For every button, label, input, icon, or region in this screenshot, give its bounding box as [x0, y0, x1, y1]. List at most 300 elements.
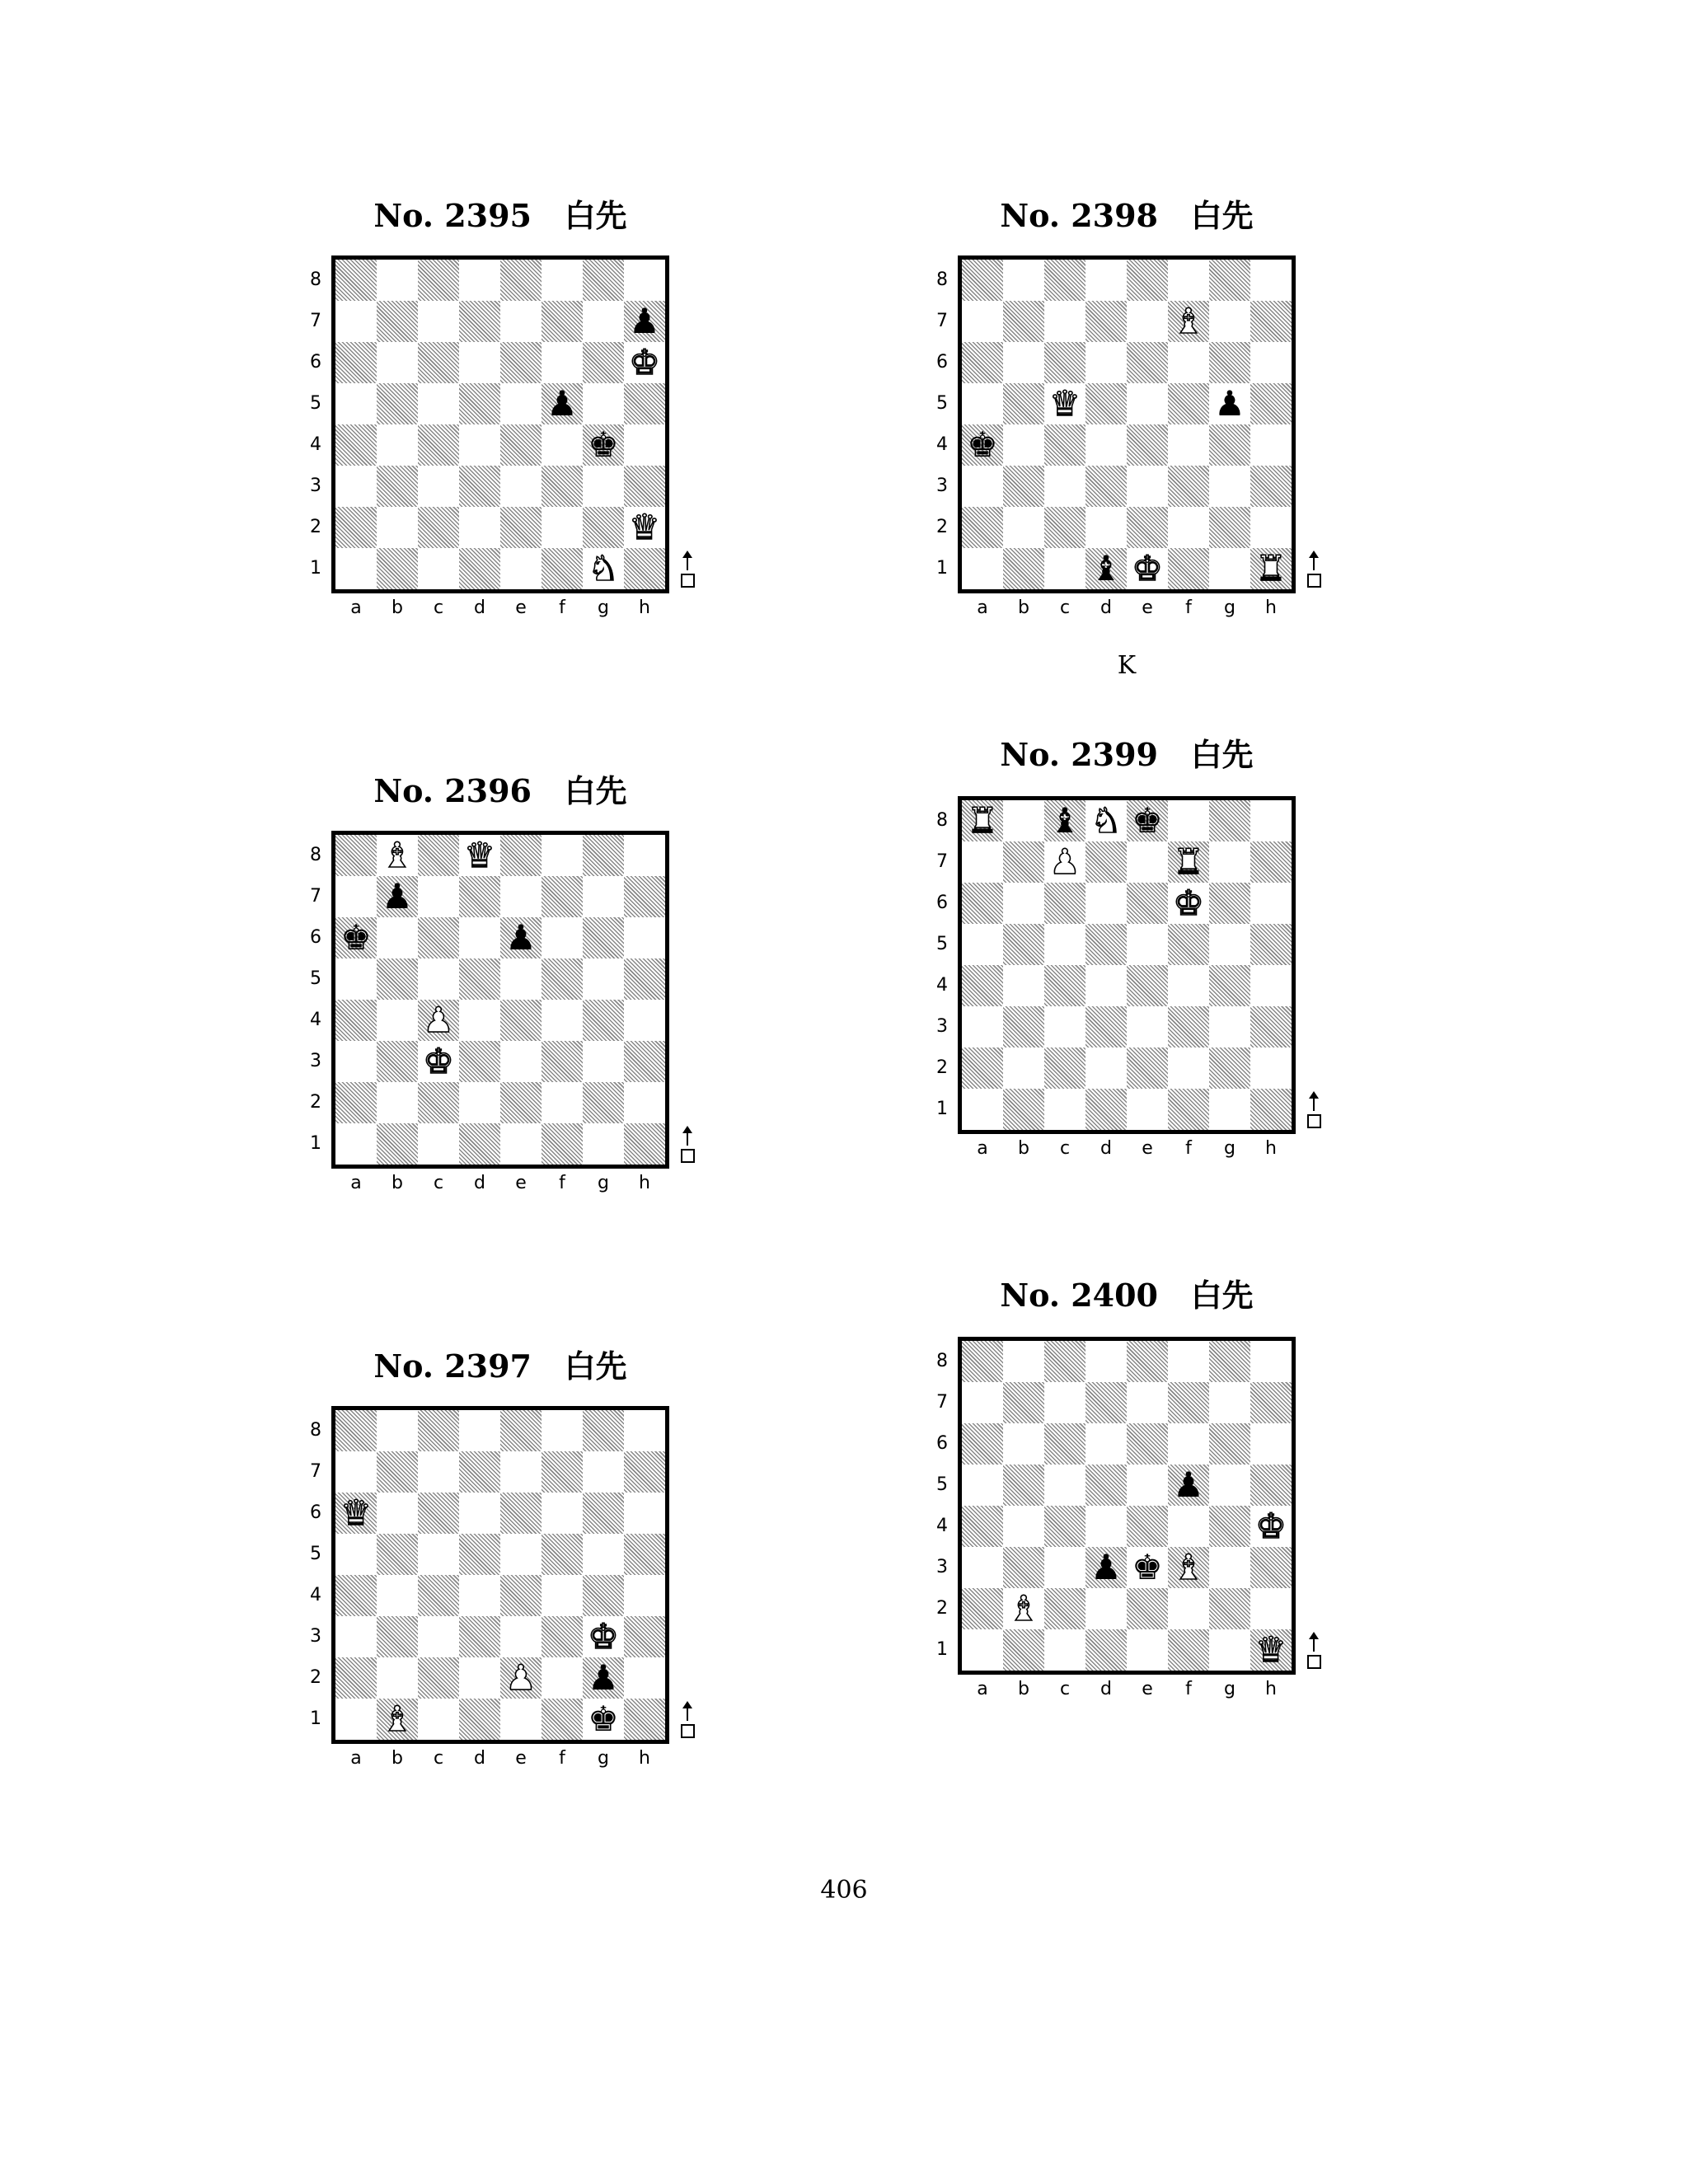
rank-label: 6: [936, 893, 948, 913]
file-label: a: [350, 1748, 362, 1769]
square-d6: [1085, 883, 1127, 924]
square-f5: [1168, 383, 1209, 424]
square-g7: [1209, 841, 1250, 883]
square-e7: [500, 876, 542, 917]
square-c2: [1044, 1047, 1085, 1089]
rank-label: 7: [310, 311, 321, 331]
white-to-move-icon: [679, 1703, 696, 1739]
square-g6: [1209, 883, 1250, 924]
square-h7: [624, 876, 665, 917]
square-b4: [377, 1000, 418, 1041]
file-label: e: [515, 1173, 527, 1193]
square-a5: [962, 1465, 1003, 1506]
rank-label: 2: [936, 1057, 948, 1078]
file-label: g: [1224, 1679, 1236, 1699]
square-f2: [1168, 1588, 1209, 1629]
square-e5: [500, 958, 542, 1000]
file-label: a: [977, 1679, 988, 1699]
file-label: g: [598, 598, 609, 618]
square-b3: [1003, 466, 1044, 507]
rank-label: 8: [936, 269, 948, 290]
rank-label: 5: [310, 968, 321, 989]
square-b5: [1003, 383, 1044, 424]
square-f6: [542, 1493, 583, 1534]
file-label: a: [977, 598, 988, 618]
square-e4: [500, 1575, 542, 1616]
square-c5: [1044, 924, 1085, 965]
file-label: g: [598, 1748, 609, 1769]
square-g4: [1209, 424, 1250, 466]
rank-label: 2: [936, 517, 948, 537]
white-king-icon: ♚: [1132, 548, 1163, 588]
square-c2: [418, 1082, 459, 1123]
square-g5: [1209, 1465, 1250, 1506]
square-f4: [542, 1000, 583, 1041]
white-bishop-icon: ♝: [1008, 1588, 1039, 1629]
square-e3: [1127, 1006, 1168, 1047]
square-h7: [624, 1451, 665, 1493]
square-d5: [1085, 924, 1127, 965]
square-a5: [335, 383, 377, 424]
square-e1: [500, 548, 542, 589]
square-a7: [335, 301, 377, 342]
square-b6: [377, 917, 418, 958]
square-g2: [583, 507, 624, 548]
square-h8: [624, 260, 665, 301]
rank-label: 8: [936, 1351, 948, 1371]
square-e4: [500, 1000, 542, 1041]
square-f2: [1168, 507, 1209, 548]
square-e6: [1127, 1423, 1168, 1465]
white-rook-icon: ♜: [1255, 548, 1287, 588]
square-a5: [962, 924, 1003, 965]
square-g6: [1209, 342, 1250, 383]
white-rook-icon: ♜: [967, 800, 998, 841]
square-c6: [1044, 342, 1085, 383]
square-g7: [1209, 301, 1250, 342]
square-d2: [459, 507, 500, 548]
file-label: f: [559, 1748, 565, 1769]
square-e8: [500, 835, 542, 876]
square-h4: [624, 1000, 665, 1041]
square-c5: [1044, 1465, 1085, 1506]
square-d4: [459, 1000, 500, 1041]
square-e4: [1127, 965, 1168, 1006]
square-c6: [418, 342, 459, 383]
square-f5: [542, 958, 583, 1000]
file-label: h: [639, 598, 650, 618]
file-label: b: [392, 598, 403, 618]
square-g2: [583, 1082, 624, 1123]
square-a4: [962, 965, 1003, 1006]
square-e3: [500, 1616, 542, 1657]
square-f1: [1168, 1089, 1209, 1130]
square-c6: [1044, 1423, 1085, 1465]
file-label: e: [515, 598, 527, 618]
black-king-icon: ♚: [967, 424, 998, 465]
rank-label: 1: [310, 1708, 321, 1729]
square-c2: [418, 507, 459, 548]
file-label: g: [1224, 1138, 1236, 1159]
square-e6: [500, 1493, 542, 1534]
square-g4: [1209, 965, 1250, 1006]
square-d7: [1085, 301, 1127, 342]
rank-label: 8: [310, 269, 321, 290]
chess-board: [331, 1406, 669, 1744]
square-g4: [583, 1575, 624, 1616]
square-h5: [624, 958, 665, 1000]
square-a3: [335, 1041, 377, 1082]
rank-label: 3: [310, 1051, 321, 1071]
black-king-icon: ♚: [1132, 1547, 1163, 1587]
white-king-icon: ♚: [588, 1616, 619, 1657]
square-c7: [1044, 1382, 1085, 1423]
square-a5: [962, 383, 1003, 424]
rank-label: 2: [310, 517, 321, 537]
black-pawn-icon: ♟: [1214, 383, 1245, 424]
square-c3: [1044, 1006, 1085, 1047]
white-queen-icon: ♛: [1255, 1629, 1287, 1670]
rank-label: 3: [310, 1626, 321, 1647]
square-h7: [1250, 1382, 1292, 1423]
square-f1: [1168, 1629, 1209, 1671]
square-f4: [1168, 965, 1209, 1006]
square-f1: [1168, 548, 1209, 589]
square-h6: [1250, 883, 1292, 924]
square-b8: [377, 260, 418, 301]
white-bishop-icon: ♝: [1173, 1547, 1204, 1587]
rank-label: 5: [310, 1544, 321, 1564]
rank-label: 3: [310, 476, 321, 496]
file-label: e: [1142, 1138, 1153, 1159]
square-e7: [500, 1451, 542, 1493]
square-b3: [377, 1616, 418, 1657]
square-a7: [962, 1382, 1003, 1423]
square-h2: [624, 1657, 665, 1699]
square-f4: [1168, 1506, 1209, 1547]
white-queen-icon: ♛: [464, 835, 495, 875]
square-g3: [1209, 466, 1250, 507]
rank-label: 3: [936, 1557, 948, 1577]
square-c1: [418, 548, 459, 589]
square-h1: [624, 548, 665, 589]
white-king-icon: ♚: [1255, 1506, 1287, 1546]
square-c4: [1044, 424, 1085, 466]
square-c3: [1044, 466, 1085, 507]
square-c7: [418, 876, 459, 917]
square-b6: [1003, 883, 1044, 924]
square-e2: [1127, 1047, 1168, 1089]
square-b7: [377, 1451, 418, 1493]
square-c1: [1044, 548, 1085, 589]
square-b5: [377, 1534, 418, 1575]
white-queen-icon: ♛: [629, 507, 660, 547]
file-label: c: [433, 598, 444, 618]
square-a2: [962, 1588, 1003, 1629]
square-e1: [1127, 1629, 1168, 1671]
square-d6: [459, 342, 500, 383]
square-c7: [1044, 301, 1085, 342]
square-b3: [377, 466, 418, 507]
square-h2: [1250, 1588, 1292, 1629]
square-d7: [1085, 841, 1127, 883]
square-g7: [583, 876, 624, 917]
square-c8: [1044, 260, 1085, 301]
square-d2: [1085, 507, 1127, 548]
square-d1: [459, 1699, 500, 1740]
square-e3: [1127, 466, 1168, 507]
square-b2: [1003, 1047, 1044, 1089]
square-a2: [962, 507, 1003, 548]
square-a7: [962, 841, 1003, 883]
square-d6: [1085, 342, 1127, 383]
square-e5: [500, 1534, 542, 1575]
square-e2: [1127, 1588, 1168, 1629]
rank-label: 3: [936, 1016, 948, 1037]
square-d8: [459, 1410, 500, 1451]
square-e8: [500, 260, 542, 301]
square-d3: [459, 466, 500, 507]
square-c3: [1044, 1547, 1085, 1588]
square-c7: [418, 301, 459, 342]
chess-board: [958, 255, 1296, 593]
square-f4: [1168, 424, 1209, 466]
square-a2: [335, 1657, 377, 1699]
file-label: c: [433, 1748, 444, 1769]
square-b7: [1003, 841, 1044, 883]
rank-label: 6: [310, 1502, 321, 1523]
square-d6: [1085, 1423, 1127, 1465]
square-a3: [335, 1616, 377, 1657]
square-h5: [1250, 924, 1292, 965]
square-b7: [1003, 1382, 1044, 1423]
square-d5: [1085, 383, 1127, 424]
white-king-icon: ♚: [1173, 883, 1204, 923]
square-a3: [962, 466, 1003, 507]
file-label: f: [1185, 1679, 1192, 1699]
problem-note: K: [1117, 651, 1137, 680]
square-h1: [624, 1699, 665, 1740]
white-to-move-icon: [1306, 1633, 1322, 1670]
black-pawn-icon: ♟: [629, 301, 660, 341]
rank-label: 4: [310, 434, 321, 455]
square-a1: [962, 1089, 1003, 1130]
rank-label: 3: [936, 476, 948, 496]
square-c1: [1044, 1629, 1085, 1671]
square-a2: [335, 507, 377, 548]
square-a2: [962, 1047, 1003, 1089]
square-g6: [583, 1493, 624, 1534]
square-b5: [1003, 924, 1044, 965]
file-label: b: [1018, 1679, 1029, 1699]
white-queen-icon: ♛: [1049, 383, 1081, 424]
square-a6: [335, 342, 377, 383]
square-e1: [500, 1699, 542, 1740]
square-b6: [377, 342, 418, 383]
file-label: c: [1059, 598, 1071, 618]
white-knight-icon: ♞: [1090, 800, 1122, 841]
square-g1: [1209, 1629, 1250, 1671]
square-a6: [962, 342, 1003, 383]
rank-label: 5: [936, 934, 948, 954]
square-a6: [962, 883, 1003, 924]
square-g8: [583, 1410, 624, 1451]
square-c6: [418, 917, 459, 958]
square-d1: [459, 548, 500, 589]
rank-label: 5: [936, 393, 948, 414]
square-e1: [500, 1123, 542, 1165]
square-f1: [542, 1123, 583, 1165]
square-f6: [1168, 342, 1209, 383]
square-f2: [1168, 1047, 1209, 1089]
square-h8: [624, 1410, 665, 1451]
rank-label: 7: [936, 851, 948, 872]
square-d2: [1085, 1588, 1127, 1629]
file-label: a: [977, 1138, 988, 1159]
rank-label: 1: [310, 558, 321, 579]
square-a2: [335, 1082, 377, 1123]
rank-label: 2: [310, 1667, 321, 1688]
file-label: h: [1265, 598, 1277, 618]
square-h3: [1250, 1006, 1292, 1047]
square-b2: [377, 1657, 418, 1699]
square-h3: [624, 1041, 665, 1082]
rank-label: 6: [310, 352, 321, 373]
black-king-icon: ♚: [1132, 800, 1163, 841]
square-f8: [542, 1410, 583, 1451]
file-label: d: [1100, 1138, 1112, 1159]
rank-label: 1: [936, 558, 948, 579]
square-d3: [459, 1616, 500, 1657]
file-label: d: [474, 598, 485, 618]
square-g2: [1209, 1047, 1250, 1089]
square-h1: [1250, 1089, 1292, 1130]
square-c1: [418, 1699, 459, 1740]
square-a3: [335, 466, 377, 507]
square-d3: [459, 1041, 500, 1082]
file-label: f: [1185, 1138, 1192, 1159]
square-c4: [418, 1575, 459, 1616]
square-e2: [1127, 507, 1168, 548]
black-pawn-icon: ♟: [505, 917, 537, 958]
square-g5: [583, 383, 624, 424]
rank-label: 1: [310, 1133, 321, 1154]
square-h7: [1250, 301, 1292, 342]
square-d5: [459, 383, 500, 424]
rank-label: 7: [310, 1461, 321, 1482]
square-a1: [335, 548, 377, 589]
page-number: 406: [820, 1876, 868, 1905]
rank-label: 4: [936, 434, 948, 455]
rank-label: 4: [310, 1585, 321, 1605]
square-f3: [1168, 1006, 1209, 1047]
square-b1: [377, 548, 418, 589]
square-b2: [377, 1082, 418, 1123]
square-g2: [1209, 507, 1250, 548]
square-e6: [500, 342, 542, 383]
square-g5: [583, 1534, 624, 1575]
white-to-move-icon: [679, 1127, 696, 1164]
square-e3: [500, 466, 542, 507]
problem-title: No. 2396 白先: [373, 772, 627, 809]
white-bishop-icon: ♝: [382, 835, 413, 875]
square-e5: [1127, 1465, 1168, 1506]
problem-title: No. 2397 白先: [373, 1347, 627, 1385]
square-a1: [335, 1699, 377, 1740]
square-c2: [1044, 507, 1085, 548]
square-h4: [1250, 424, 1292, 466]
square-d4: [1085, 1506, 1127, 1547]
square-a6: [962, 1423, 1003, 1465]
square-g2: [1209, 1588, 1250, 1629]
square-g7: [583, 301, 624, 342]
black-pawn-icon: ♟: [1173, 1465, 1204, 1505]
file-label: g: [598, 1173, 609, 1193]
rank-label: 6: [936, 352, 948, 373]
square-h8: [1250, 260, 1292, 301]
square-h8: [624, 835, 665, 876]
square-a7: [335, 1451, 377, 1493]
square-h6: [624, 917, 665, 958]
file-label: g: [1224, 598, 1236, 618]
square-a1: [962, 548, 1003, 589]
square-a7: [335, 876, 377, 917]
square-f7: [542, 876, 583, 917]
square-b4: [1003, 1506, 1044, 1547]
file-label: d: [474, 1173, 485, 1193]
square-b8: [377, 1410, 418, 1451]
black-pawn-icon: ♟: [588, 1657, 619, 1698]
square-e5: [1127, 383, 1168, 424]
square-b2: [1003, 507, 1044, 548]
square-b3: [377, 1041, 418, 1082]
rank-label: 4: [936, 975, 948, 996]
square-c8: [418, 1410, 459, 1451]
black-bishop-icon: ♝: [1049, 800, 1081, 841]
file-label: b: [392, 1748, 403, 1769]
square-f4: [542, 1575, 583, 1616]
problem-title: No. 2399 白先: [1000, 736, 1254, 773]
square-c6: [418, 1493, 459, 1534]
rank-label: 2: [310, 1092, 321, 1113]
square-g5: [583, 958, 624, 1000]
square-f1: [542, 1699, 583, 1740]
white-pawn-icon: ♟: [1049, 841, 1081, 882]
square-a8: [962, 260, 1003, 301]
square-a3: [962, 1006, 1003, 1047]
problem-title: No. 2400 白先: [1000, 1277, 1254, 1314]
square-g1: [583, 1123, 624, 1165]
square-e2: [500, 507, 542, 548]
square-b6: [1003, 342, 1044, 383]
square-e1: [1127, 1089, 1168, 1130]
square-g3: [1209, 1547, 1250, 1588]
square-b1: [1003, 1629, 1044, 1671]
file-label: c: [1059, 1679, 1071, 1699]
square-g1: [1209, 548, 1250, 589]
white-knight-icon: ♞: [588, 548, 619, 588]
rank-label: 1: [936, 1099, 948, 1119]
square-f8: [1168, 800, 1209, 841]
square-e7: [500, 301, 542, 342]
square-e7: [1127, 1382, 1168, 1423]
square-e3: [500, 1041, 542, 1082]
file-label: a: [350, 598, 362, 618]
square-f8: [542, 260, 583, 301]
square-b4: [377, 424, 418, 466]
rank-label: 6: [936, 1433, 948, 1454]
file-label: c: [433, 1173, 444, 1193]
